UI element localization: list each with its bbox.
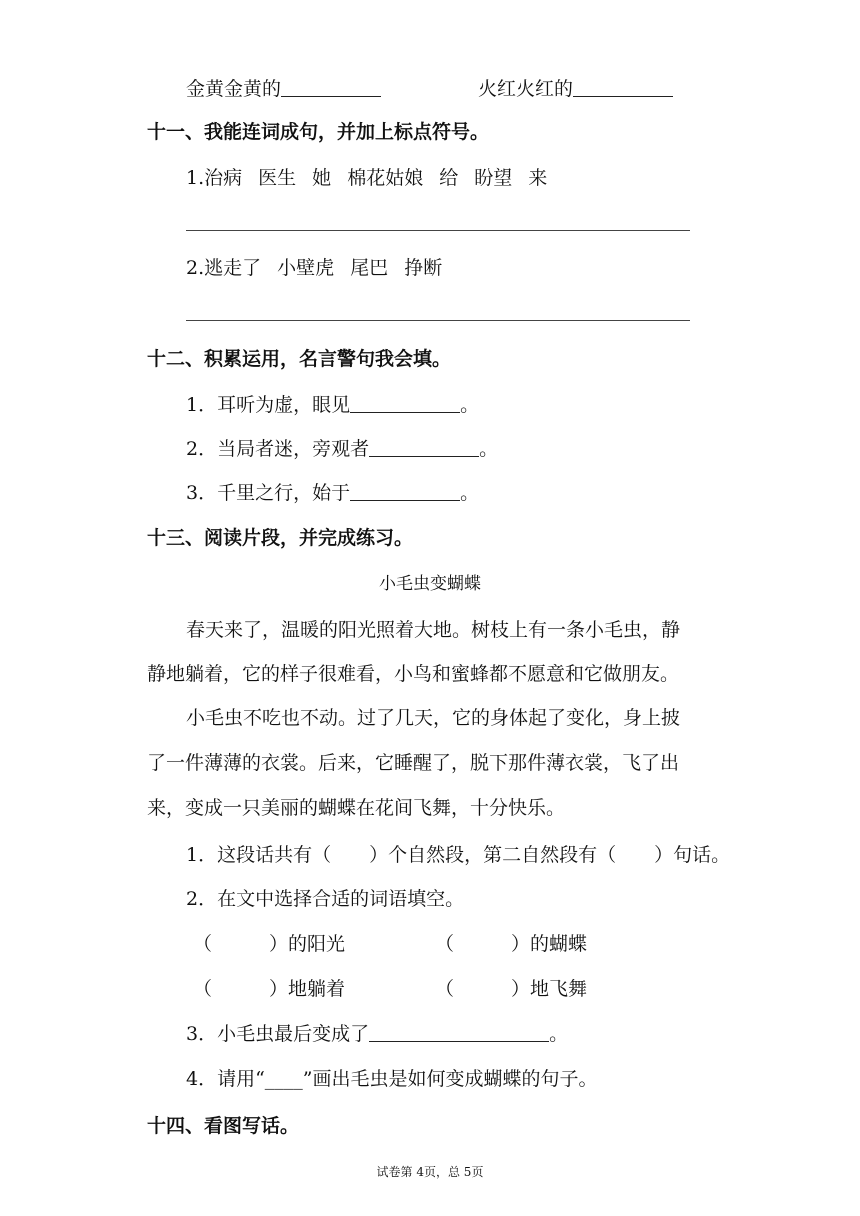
answer-blank[interactable] xyxy=(369,1023,549,1042)
answer-line[interactable] xyxy=(186,230,690,231)
answer-blank[interactable] xyxy=(350,482,460,501)
phrase-golden xyxy=(186,77,381,101)
passage-line: 来，变成一只美丽的蝴蝶在花间飞舞，十分快乐。 xyxy=(147,797,566,819)
fill-item[interactable]: （ ）地躺着 xyxy=(193,978,346,1000)
question-1: 1．这段话共有（ ）个自然段，第二自然段有（ ）句话。 xyxy=(186,844,731,866)
proverb-end: 。 xyxy=(479,438,499,460)
word: 棉花姑娘 xyxy=(347,167,424,189)
passage-line: 小毛虫不吃也不动。过了几天，它的身体起了变化，身上披 xyxy=(186,707,681,729)
answer-blank[interactable] xyxy=(369,438,479,457)
word: 挣断 xyxy=(404,257,443,279)
page-footer: 试卷第 4页，总 5页 xyxy=(376,1165,484,1179)
section-11-heading: 十一、我能连词成句，并加上标点符号。 xyxy=(147,121,490,143)
proverb-text: 2．当局者迷，旁观者 xyxy=(186,438,370,460)
s12-item-1 xyxy=(186,393,479,417)
passage-line: 了一件薄薄的衣裳。后来，它睡醒了，脱下那件薄衣裳，飞了出 xyxy=(147,752,680,774)
question-3 xyxy=(186,1022,568,1046)
phrase-fiery-red xyxy=(478,77,673,101)
word: 逃走了 xyxy=(204,257,262,279)
s12-item-3 xyxy=(186,481,479,505)
question-4: 4．请用“____”画出毛虫是如何变成蝴蝶的句子。 xyxy=(186,1068,598,1090)
proverb-end: 。 xyxy=(460,394,480,416)
word: 她 xyxy=(312,167,332,189)
word: 给 xyxy=(439,167,459,189)
fill-item[interactable]: （ ）地飞舞 xyxy=(435,978,588,1000)
s11-item-1 xyxy=(186,166,563,190)
word: 盼望 xyxy=(474,167,513,189)
answer-blank[interactable] xyxy=(573,78,673,97)
section-14-heading: 十四、看图写话。 xyxy=(147,1115,300,1137)
section-12-heading: 十二、积累运用，名言警句我会填。 xyxy=(147,348,452,370)
word: 尾巴 xyxy=(350,257,389,279)
passage-line: 静地躺着，它的样子很难看，小鸟和蜜蜂都不愿意和它做朋友。 xyxy=(147,663,680,685)
fill-item[interactable]: （ ）的蝴蝶 xyxy=(435,933,588,955)
phrase-fiery-red-text: 火红火红的 xyxy=(478,78,574,100)
phrase-golden-text: 金黄金黄的 xyxy=(186,78,282,100)
item-number: 1. xyxy=(186,167,205,189)
passage-title: 小毛虫变蝴蝶 xyxy=(379,574,481,594)
s11-item-2 xyxy=(186,256,458,280)
proverb-end: 。 xyxy=(460,482,480,504)
item-number: 2. xyxy=(186,257,205,279)
question-3-end: 。 xyxy=(549,1023,569,1045)
answer-blank[interactable] xyxy=(350,394,460,413)
proverb-text: 3．千里之行，始于 xyxy=(186,482,351,504)
word: 小壁虎 xyxy=(277,257,335,279)
word: 治病 xyxy=(204,167,243,189)
s12-item-2 xyxy=(186,437,498,461)
proverb-text: 1．耳听为虚，眼见 xyxy=(186,394,351,416)
question-2: 2．在文中选择合适的词语填空。 xyxy=(186,888,465,910)
answer-blank[interactable] xyxy=(281,78,381,97)
answer-line[interactable] xyxy=(186,320,690,321)
passage-line: 春天来了，温暖的阳光照着大地。树枝上有一条小毛虫，静 xyxy=(186,619,681,641)
fill-item[interactable]: （ ）的阳光 xyxy=(193,933,346,955)
section-13-heading: 十三、阅读片段，并完成练习。 xyxy=(147,527,414,549)
word: 医生 xyxy=(258,167,297,189)
word: 来 xyxy=(528,167,548,189)
question-3-text: 3．小毛虫最后变成了 xyxy=(186,1023,370,1045)
